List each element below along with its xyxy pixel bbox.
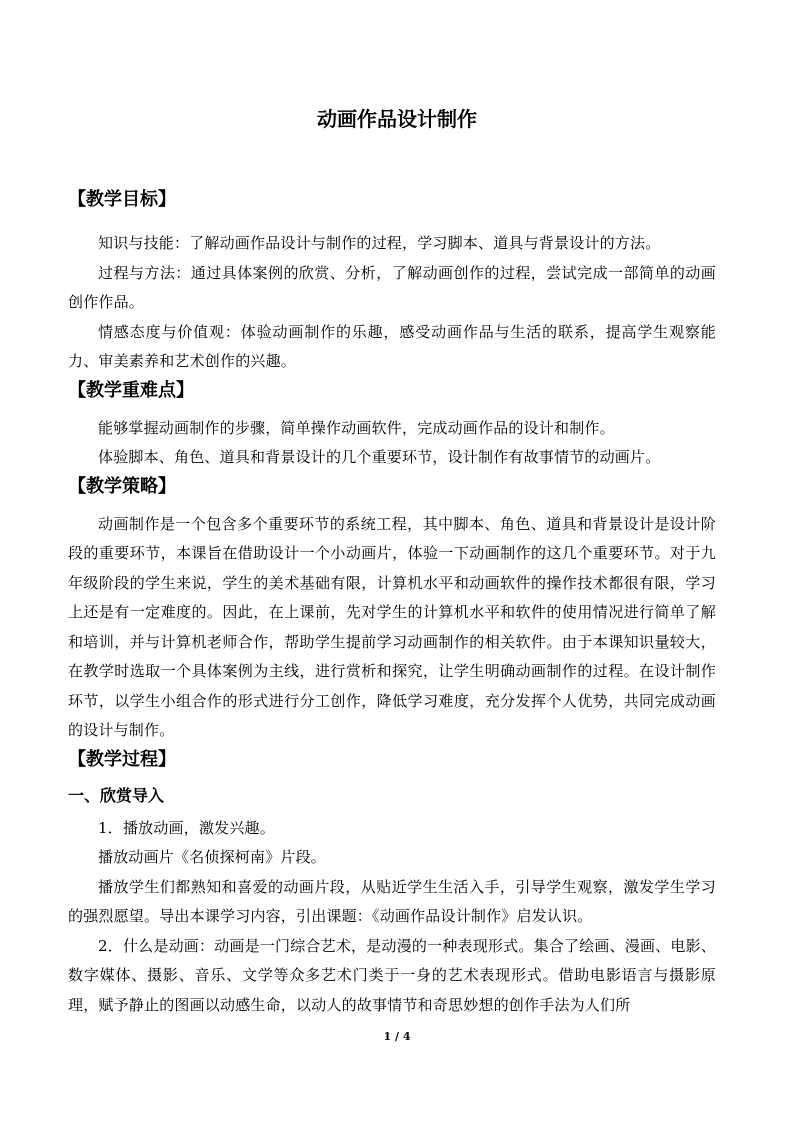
paragraph-process-1: 1．播放动画，激发兴趣。 xyxy=(98,818,275,837)
section-heading-key-points: 【教学重难点】 xyxy=(68,379,194,401)
paragraph-process-2: 播放动画片《名侦探柯南》片段。 xyxy=(98,848,327,866)
paragraph-goals-knowledge: 知识与技能：了解动画作品设计与制作的过程，学习脚本、道具与背景设计的方法。 xyxy=(98,234,661,252)
page-number: 1 / 4 xyxy=(383,1030,411,1043)
paragraph-goals-process: 过程与方法：通过具体案例的欣赏、分析，了解动画创作的过程，尝试完成一部简单的动画创作作品。 xyxy=(68,263,716,311)
paragraph-goals-emotion: 情感态度与价值观：体验动画制作的乐趣，感受动画作品与生活的联系，提高学生观察能力、审美素养和艺术创作的兴趣。 xyxy=(68,322,716,370)
document-title: 动画作品设计制作 xyxy=(317,107,477,131)
section-heading-strategy: 【教学策略】 xyxy=(68,475,176,497)
paragraph-key-point-1: 能够掌握动画制作的步骤，简单操作动画软件，完成动画作品的设计和制作。 xyxy=(98,418,615,437)
document-body xyxy=(68,186,716,1020)
section-heading-process: 【教学过程】 xyxy=(68,748,176,770)
sub-heading-intro: 一、欣赏导入 xyxy=(68,785,165,805)
paragraph-process-3: 播放学生们都熟知和喜爱的动画片段，从贴近学生生活入手，引导学生观察，激发学生学习的强烈愿望。导出本课学习内容，引出课题：《动画作品设计制作》启发认识。 xyxy=(68,877,716,925)
section-heading-goals: 【教学目标】 xyxy=(68,189,176,210)
paragraph-strategy: 动画制作是一个包含多个重要环节的系统工程，其中脚本、角色、道具和背景设计是设计阶段的重要环节，本课旨在借助设计一个小动画片，体验一下动画制作的这几个重要环节。对于九年级阶段的学生来说，学生的美术基础有限，计算机水平和动画软件的操作技术都很有限，学习上还是有一定难度的。因此，在上课前，先对学生的计算机水平和软件的使用情况进行简单了解和培训，并与计算机老师合作，帮助学生提前学习动画制作的相关软件。由于本课知识量较大，在教学时选取一个具体案例为主线，进行赏析和探究，让学生明确动画制作的过程。在设计制作环节，以学生小组合作的形式进行分工创作，降低学习难度，充分发挥个人优势，共同完成动画的设计与制作。 xyxy=(68,514,716,739)
paragraph-process-4: 2．什么是动画：动画是一门综合艺术，是动漫的一种表现形式。集合了绘画、漫画、电影、数字媒体、摄影、音乐、文学等众多艺术门类于一身的艺术表现形式。借助电影语言与摄影原理，赋予静止的图画以动感生命，以动人的故事情节和奇思妙想的创作手法为人们所 xyxy=(68,936,716,1014)
paragraph-key-point-2: 体验脚本、角色、道具和背景设计的几个重要环节，设计制作有故事情节的动画片。 xyxy=(98,448,661,466)
